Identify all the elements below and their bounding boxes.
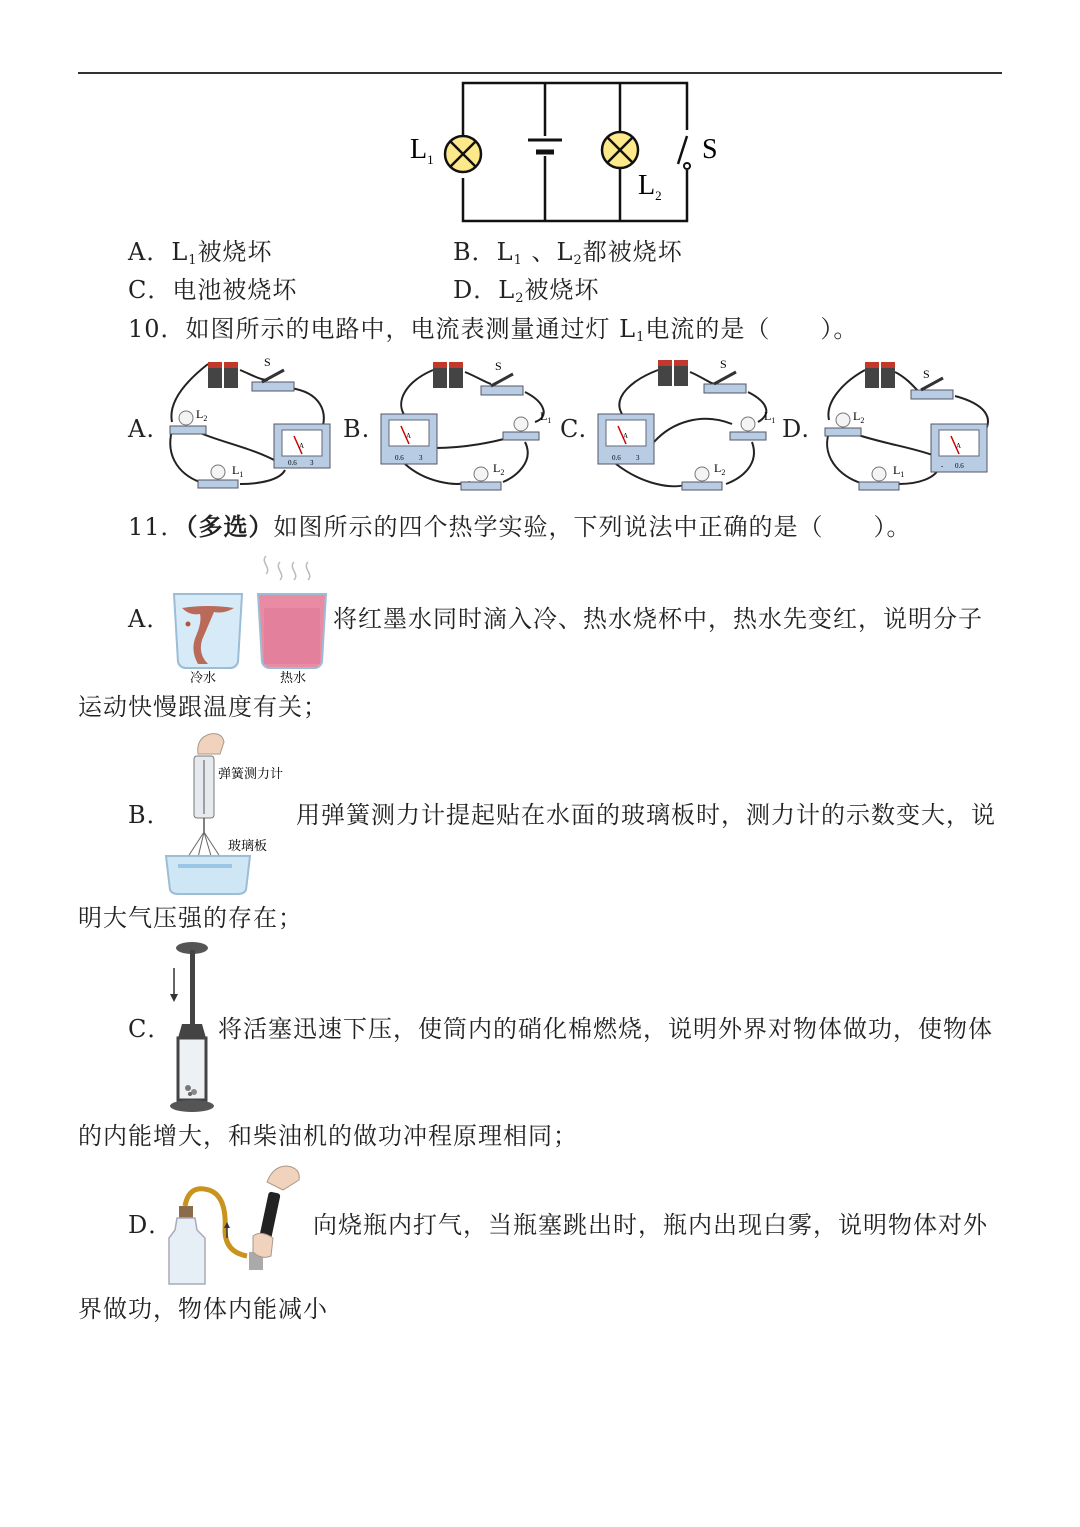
q11-option-d-line2: 界做功，物体内能减小 — [78, 1295, 328, 1323]
svg-text:L2: $L_2$ — [196, 407, 208, 423]
bottle-icon — [169, 1206, 205, 1284]
svg-text:L1: $L_1$ — [232, 463, 244, 479]
lamp-l2-label: $L_2$ — [638, 170, 662, 203]
q9-option-c: C．电池被烧坏 — [128, 276, 298, 304]
q11-option-c-line1: 将活塞迅速下压，使筒内的硝化棉燃烧，说明外界对物体做功，使物体 — [218, 1015, 993, 1043]
hand-icon — [198, 734, 224, 754]
q10-circuit-figure-c — [592, 352, 782, 500]
q10-label-a: A. — [128, 415, 155, 443]
svg-text:0.6: 0.6 — [955, 462, 964, 470]
svg-text:L2: $L_2$ — [493, 461, 505, 477]
air-compression-figure — [160, 938, 220, 1116]
q11-option-a-letter: A． — [128, 605, 172, 633]
bulb-icon — [503, 417, 539, 440]
q11-stem: 11．（多选）如图所示的四个热学实验，下列说法中正确的是（ ）。 — [128, 512, 912, 541]
q11-option-c-line2: 的内能增大，和柴油机的做功冲程原理相同； — [78, 1122, 578, 1150]
svg-text:A: A — [956, 442, 962, 450]
q10-label-d: D. — [782, 415, 811, 443]
svg-text:热水: 热水 — [280, 671, 307, 686]
pump-icon — [249, 1191, 281, 1270]
battery-icon — [208, 362, 238, 388]
q9-option-d: D．$L_2$被烧坏 — [453, 276, 600, 306]
q11-option-c-letter: C． — [128, 1015, 173, 1043]
switch-icon — [911, 378, 953, 399]
water-basin — [166, 856, 250, 894]
switch-contact — [684, 163, 690, 169]
q9-option-a: A．$L_1$被烧坏 — [128, 238, 273, 268]
q11-option-a-line2: 运动快慢跟温度有关； — [78, 693, 328, 721]
q11-option-b-line2: 明大气压强的存在； — [78, 904, 303, 932]
q10-circuit-figure-d — [815, 352, 1005, 500]
spring-scale-icon — [194, 756, 214, 832]
svg-text:S: S — [720, 357, 727, 371]
q11-option-a-line1: 将红墨水同时滴入冷、热水烧杯中，热水先变红，说明分子 — [333, 605, 983, 633]
svg-text:L2: $L_2$ — [853, 409, 865, 425]
header-rule — [78, 72, 1002, 74]
svg-text:弹簧测力计: 弹簧测力计 — [218, 767, 284, 782]
switch-icon — [252, 370, 294, 391]
svg-text:3: 3 — [636, 454, 640, 462]
circuit-diagram-q9 — [400, 78, 740, 228]
q9-option-b: B．$L_1$ 、$L_2$都被烧坏 — [453, 238, 683, 268]
q10-label-c: C. — [560, 415, 588, 443]
q11-option-d-line1: 向烧瓶内打气，当瓶塞跳出时，瓶内出现白雾，说明物体对外 — [313, 1211, 988, 1239]
battery-icon — [433, 362, 463, 388]
lamp-l1-symbol — [445, 136, 481, 172]
beakers-figure — [168, 550, 333, 688]
svg-text:L1: $L_1$ — [540, 409, 552, 425]
svg-text:-: - — [941, 462, 944, 470]
svg-text:玻璃板: 玻璃板 — [228, 839, 268, 854]
svg-text:A: A — [623, 432, 629, 440]
battery-icon — [865, 362, 895, 388]
q10-stem: 10．如图所示的电路中，电流表测量通过灯 $L_1$电流的是（ ）。 — [128, 315, 859, 345]
svg-text:0.6: 0.6 — [395, 454, 404, 462]
svg-text:L1: $L_1$ — [764, 409, 776, 425]
q10-circuit-figure-a — [160, 352, 340, 500]
q10-circuit-figure-b — [375, 352, 560, 500]
svg-text:A: A — [299, 442, 305, 450]
svg-text:3: 3 — [419, 454, 423, 462]
q11-option-d-letter: D． — [128, 1211, 174, 1239]
battery-symbol — [528, 140, 562, 152]
svg-text:A: A — [406, 432, 412, 440]
lamp-l2-symbol — [602, 132, 638, 168]
svg-text:冷水: 冷水 — [190, 671, 217, 686]
lamp-l1-label: $L_1$ — [410, 134, 434, 167]
q10-label-b: B. — [343, 415, 371, 443]
switch-icon — [481, 374, 523, 395]
svg-text:3: 3 — [310, 459, 314, 467]
q11-option-b-letter: B． — [128, 801, 172, 829]
hot-water-beaker — [258, 594, 326, 668]
svg-text:S: S — [495, 359, 502, 373]
q11-option-b-line1: 用弹簧测力计提起贴在水面的玻璃板时，测力计的示数变大，说 — [296, 801, 996, 829]
cylinder-icon — [178, 1024, 206, 1100]
switch-label: S — [702, 134, 718, 165]
svg-text:0.6: 0.6 — [612, 454, 621, 462]
svg-text:L2: $L_2$ — [714, 461, 726, 477]
svg-text:S: S — [923, 367, 930, 381]
spring-balance-figure — [160, 728, 300, 898]
battery-icon — [658, 360, 688, 386]
cold-water-beaker — [174, 594, 242, 668]
svg-text:S: S — [264, 355, 271, 369]
svg-text:L1: $L_1$ — [893, 463, 905, 479]
down-arrow-icon — [170, 968, 178, 1002]
bottle-pump-figure — [165, 1160, 315, 1290]
svg-text:0.6: 0.6 — [288, 459, 297, 467]
